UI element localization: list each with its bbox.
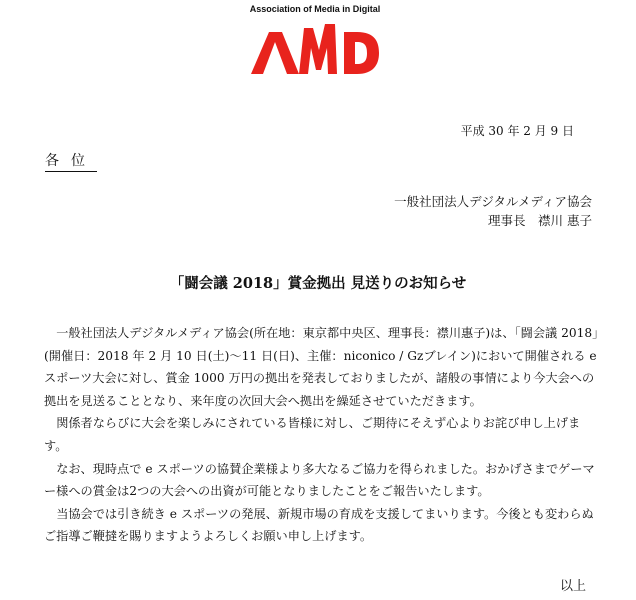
logo (210, 4, 420, 80)
closing-word: 以上 (559, 579, 586, 594)
document-body (44, 322, 599, 548)
logo-org-name: Association of Media in Digital (249, 4, 381, 14)
body-paragraph: 当協会では引き続き e スポーツの発展、新規市場の育成を支援してまいります。今後とも変わらぬご指導ご鞭撻を賜りますようよろしくお願い申し上げます。 (44, 506, 594, 544)
document-title: 「闘会議 2018」賞金拠出 見送りのお知らせ (169, 275, 467, 292)
sender-representative: 理事長 襟川 惠子 (488, 213, 592, 228)
addressee: 各位 (45, 150, 97, 172)
body-paragraph: 関係者ならびに大会を楽しみにされている皆様に対し、ご期待にそえず心よりお詫び申し上げます。 (44, 416, 581, 453)
sender-organization: 一般社団法人デジタルメディア協会 (394, 194, 592, 209)
amd-logo-mark (249, 20, 381, 80)
body-paragraph: なお、現時点で e スポーツの協賛企業様より多大なるご協力を得られました。おかげさまでゲーマー様への賞金は2つの大会への出資が可能となりましたことをご報告いたします。 (44, 461, 595, 499)
document-date: 平成 30 年 2 月 9 日 (460, 124, 574, 138)
body-paragraph: 一般社団法人デジタルメディア協会(所在地：東京都中央区、理事長：襟川惠子)は、「闘会議 2018」(開催日：2018 年 2 月 10 日(土)～11 日(日)、主催：niconico / Gzブレイン)において開催される e スポーツ大会に対し、賞金 1000 万円の拠出を発表しておりましたが、諸般の事情により今大会への拠出を見送ることとなり、来年度の次回大会へ拠出を繰延させていただきます。 (44, 326, 599, 408)
sender-block (394, 192, 592, 230)
